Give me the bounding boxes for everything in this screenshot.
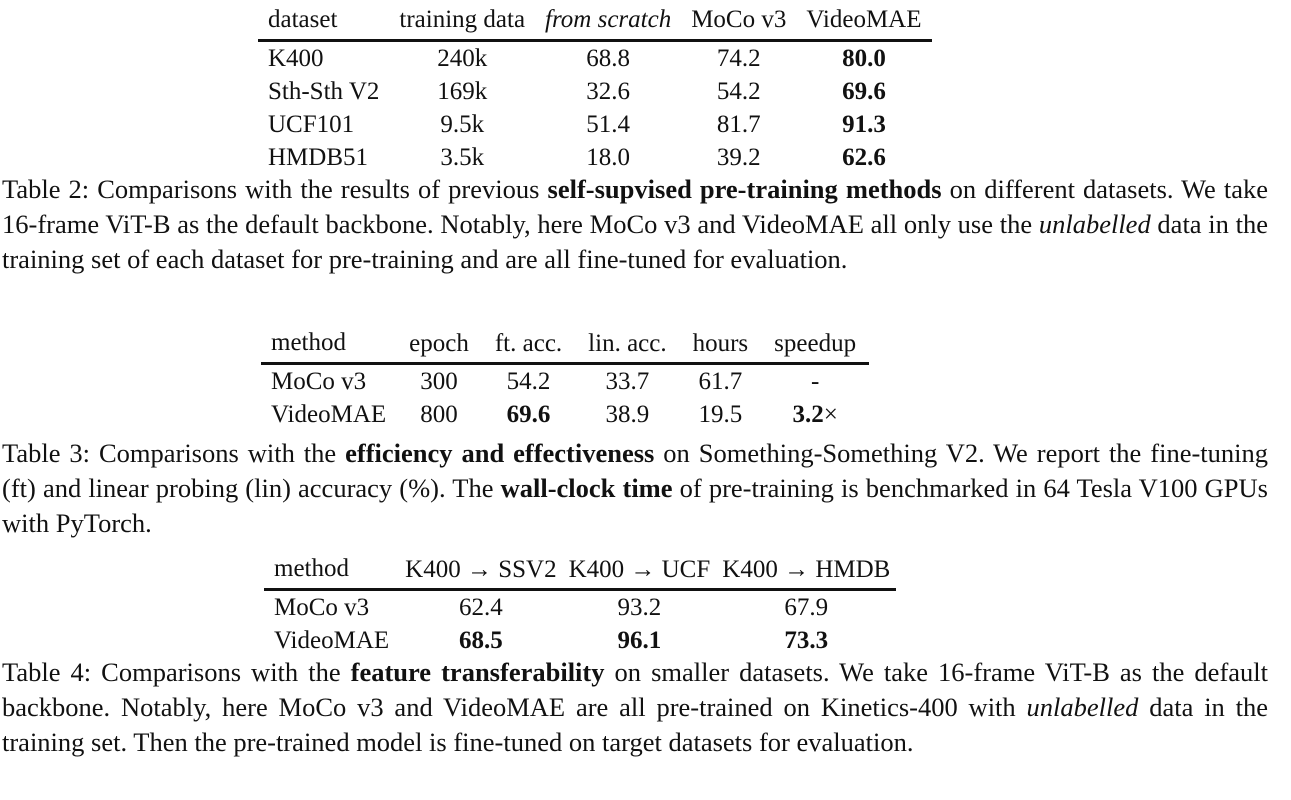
cell-k400-hmdb: 73.3 bbox=[784, 627, 829, 654]
cell-from-scratch: 32.6 bbox=[586, 78, 630, 105]
header-epoch: epoch bbox=[396, 325, 482, 364]
caption-text: on different datasets. We take 16-frame ViT-B as the default backbone. Notably, here MoCo v3 and VideoMAE all only use the bbox=[2, 174, 1268, 239]
header-moco-v3: MoCo v3 bbox=[681, 2, 796, 41]
cell-ft-acc: 69.6 bbox=[506, 401, 551, 428]
cell-lin-acc: 33.7 bbox=[605, 368, 650, 395]
cell-from-scratch: 51.4 bbox=[586, 111, 630, 138]
caption-italic: unlabelled bbox=[1038, 209, 1151, 239]
cell-k400-ssv2: 62.4 bbox=[458, 594, 503, 621]
cell-videomae: 69.6 bbox=[842, 78, 886, 105]
caption-bold: self-supvised pre-training methods bbox=[547, 174, 942, 204]
caption-bold: feature transferability bbox=[350, 657, 605, 687]
cell-epoch: 800 bbox=[420, 401, 458, 428]
cell-lin-acc: 38.9 bbox=[605, 401, 650, 428]
table-row bbox=[258, 108, 932, 141]
cell-method: VideoMAE bbox=[274, 627, 390, 654]
header-k400-ucf: K400 → UCF bbox=[563, 551, 717, 590]
cell-videomae: 80.0 bbox=[842, 45, 886, 72]
cell-k400-hmdb: 67.9 bbox=[784, 594, 829, 621]
caption-text: Table 4: Comparisons with the bbox=[2, 657, 351, 687]
cell-dataset: K400 bbox=[268, 45, 324, 72]
cell-hours: 19.5 bbox=[698, 401, 743, 428]
header-method: method bbox=[261, 325, 396, 364]
cell-k400-ucf: 96.1 bbox=[617, 627, 662, 654]
table-row bbox=[258, 41, 932, 76]
table-row bbox=[261, 398, 869, 431]
cell-k400-ssv2: 68.5 bbox=[458, 627, 503, 654]
caption-text: data in the training set of each dataset for pre-training and are all fine-tuned for evaluation. bbox=[2, 209, 1269, 274]
cell-epoch: 300 bbox=[420, 368, 458, 395]
table-header-row bbox=[261, 325, 869, 364]
cell-method: MoCo v3 bbox=[271, 368, 367, 395]
caption-text: on smaller datasets. We take 16-frame ViT-B as the default backbone. Notably, here MoCo v3 and VideoMAE are all pre-trained on Kinetics-400 with bbox=[2, 657, 1268, 722]
cell-dataset: HMDB51 bbox=[268, 144, 369, 171]
cell-training-data: 3.5k bbox=[440, 144, 485, 171]
table-4-caption bbox=[2, 655, 1268, 760]
cell-training-data: 169k bbox=[437, 78, 488, 105]
table-3 bbox=[261, 325, 869, 431]
cell-from-scratch: 18.0 bbox=[586, 144, 630, 171]
caption-text: Table 3: Comparisons with the bbox=[2, 438, 346, 468]
table-row bbox=[264, 624, 896, 657]
table-row bbox=[261, 364, 869, 399]
table-row bbox=[258, 141, 932, 174]
header-from-scratch: from scratch bbox=[535, 2, 681, 41]
header-method: method bbox=[264, 551, 399, 590]
table-row bbox=[264, 590, 896, 625]
caption-text: Table 2: Comparisons with the results of previous bbox=[2, 174, 548, 204]
header-lin-acc: lin. acc. bbox=[575, 325, 679, 364]
cell-k400-ucf: 93.2 bbox=[617, 594, 662, 621]
header-speedup: speedup bbox=[761, 325, 869, 364]
cell-moco-v3: 39.2 bbox=[716, 144, 761, 171]
caption-text: on Something-Something V2. We report the fine-tuning (ft) and linear probing (lin) accuracy (%). The bbox=[2, 438, 1269, 503]
caption-text: data in the training set. Then the pre-trained model is fine-tuned on target datasets for evaluation. bbox=[2, 692, 1269, 757]
table-row bbox=[258, 75, 932, 108]
table-4 bbox=[264, 551, 896, 657]
header-training-data: training data bbox=[389, 2, 535, 41]
header-videomae: VideoMAE bbox=[796, 2, 931, 41]
cell-method: MoCo v3 bbox=[274, 594, 370, 621]
header-k400-hmdb: K400 → HMDB bbox=[716, 551, 896, 590]
header-ft-acc: ft. acc. bbox=[482, 325, 575, 364]
cell-videomae: 91.3 bbox=[842, 111, 886, 138]
cell-dataset: Sth-Sth V2 bbox=[268, 78, 380, 105]
caption-text: of pre-training is benchmarked in 64 Tesla V100 GPUs with PyTorch. bbox=[2, 473, 1268, 538]
cell-moco-v3: 74.2 bbox=[716, 45, 761, 72]
header-k400-ssv2: K400 → SSV2 bbox=[399, 551, 562, 590]
table-header-row bbox=[264, 551, 896, 590]
cell-dataset: UCF101 bbox=[268, 111, 355, 138]
times-symbol: × bbox=[823, 401, 838, 428]
caption-bold: wall-clock time bbox=[500, 473, 673, 503]
cell-method: VideoMAE bbox=[271, 401, 387, 428]
table-2-caption bbox=[2, 172, 1268, 277]
cell-hours: 61.7 bbox=[698, 368, 743, 395]
table-header-row bbox=[258, 2, 932, 41]
cell-videomae: 62.6 bbox=[842, 144, 886, 171]
cell-speedup bbox=[761, 398, 869, 431]
header-hours: hours bbox=[680, 325, 762, 364]
speedup-value: 3.2 bbox=[792, 401, 824, 428]
cell-from-scratch: 68.8 bbox=[586, 45, 630, 72]
caption-italic: unlabelled bbox=[1026, 692, 1139, 722]
table-2 bbox=[258, 2, 932, 174]
cell-moco-v3: 81.7 bbox=[716, 111, 761, 138]
cell-ft-acc: 54.2 bbox=[506, 368, 551, 395]
cell-training-data: 240k bbox=[437, 45, 488, 72]
cell-training-data: 9.5k bbox=[440, 111, 485, 138]
caption-bold: efficiency and effectiveness bbox=[345, 438, 655, 468]
table-3-caption bbox=[2, 436, 1268, 541]
cell-speedup: - bbox=[810, 368, 820, 395]
cell-moco-v3: 54.2 bbox=[716, 78, 761, 105]
header-dataset: dataset bbox=[258, 2, 389, 41]
